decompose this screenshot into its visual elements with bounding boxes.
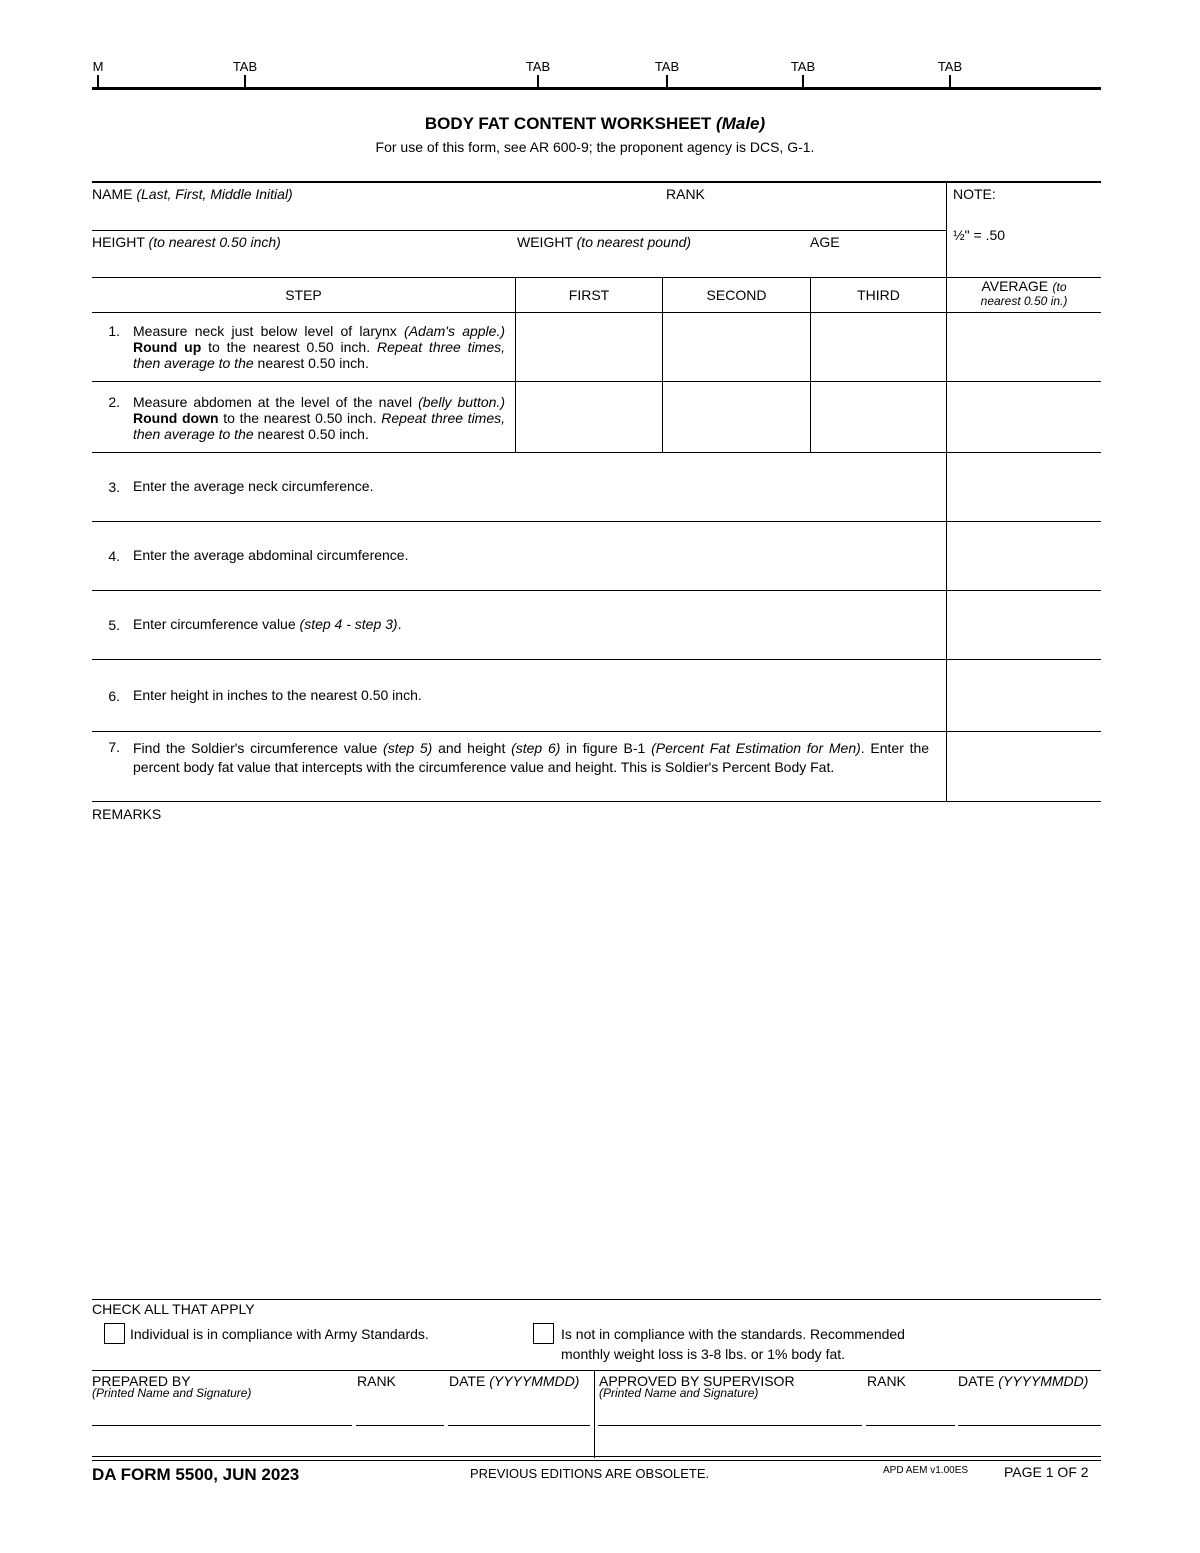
non-compliance-checkbox[interactable]: [533, 1323, 554, 1344]
step-number: 5.: [108, 617, 120, 633]
note-label: NOTE:: [953, 186, 996, 202]
step-1-first-input[interactable]: [517, 314, 661, 380]
step-2-average-input[interactable]: [948, 383, 1100, 450]
ruler-line: [92, 87, 1101, 90]
col-divider: [662, 278, 663, 452]
tab-marker: TAB: [525, 59, 551, 74]
step-1-instructions: Measure neck just below level of larynx (Adam's apple.) Round up to the nearest 0.50 inch. Repeat three times, then average to the nearest 0.50 inch.: [133, 323, 506, 371]
height-field-label: HEIGHT (to nearest 0.50 inch): [92, 234, 281, 250]
row-divider: [92, 521, 1101, 522]
name-field-label: NAME (Last, First, Middle Initial): [92, 186, 293, 202]
step-number: 4.: [108, 548, 120, 564]
step-2-instructions: Measure abdomen at the level of the navel (belly button.) Round down to the nearest 0.50 inch. Repeat three times, then average to the nearest 0.50 inch.: [133, 394, 506, 442]
row-divider: [92, 731, 1101, 732]
approved-by-label: APPROVED BY SUPERVISOR: [599, 1373, 795, 1389]
step-3-value-input[interactable]: [948, 454, 1100, 520]
tab-marker: TAB: [937, 59, 963, 74]
signature-underline: [866, 1425, 955, 1426]
section-rule: [92, 181, 1101, 183]
approved-by-signature-input[interactable]: [598, 1402, 862, 1424]
weight-field-label: WEIGHT (to nearest pound): [517, 234, 692, 250]
step-3-instructions: Enter the average neck circumference.: [133, 478, 374, 494]
approved-rank-label: RANK: [867, 1373, 906, 1389]
col-header-second: SECOND: [706, 287, 767, 303]
approved-date-label: DATE (YYYYMMDD): [958, 1373, 1089, 1389]
rank-input[interactable]: [666, 205, 936, 229]
weight-input[interactable]: [517, 252, 797, 276]
tab-marker: TAB: [232, 59, 258, 74]
prepared-date-label: DATE (YYYYMMDD): [449, 1373, 580, 1389]
approved-date-input[interactable]: [958, 1402, 1100, 1424]
approved-by-hint: (Printed Name and Signature): [599, 1386, 759, 1400]
step-number: 2.: [108, 394, 120, 410]
step-2-second-input[interactable]: [664, 383, 809, 450]
non-compliance-option-label-line1: Is not in compliance with the standards. Recommended: [561, 1326, 905, 1342]
signature-underline: [92, 1425, 352, 1426]
step-number: 6.: [108, 688, 120, 704]
table-top-rule: [92, 277, 1101, 278]
age-input[interactable]: [810, 252, 940, 276]
footer-rule: [92, 1456, 1101, 1457]
step-4-value-input[interactable]: [948, 523, 1100, 589]
row-divider: [92, 452, 1101, 453]
col-header-third: THIRD: [857, 287, 900, 303]
page-title: [0, 114, 1190, 134]
step-1-third-input[interactable]: [812, 314, 945, 380]
signature-divider: [594, 1371, 595, 1458]
step-number: 3.: [108, 479, 120, 495]
obsolete-notice: PREVIOUS EDITIONS ARE OBSOLETE.: [470, 1466, 710, 1481]
step-7-instructions: Find the Soldier's circumference value (step 5) and height (step 6) in figure B-1 (Percent Fat Estimation for Men). Enter the percent body fat value that intercepts with the circumference value and height. This is Soldier's Percent Body Fat.: [133, 740, 930, 775]
section-rule: [92, 1370, 1101, 1371]
page-number: PAGE 1 OF 2: [1004, 1464, 1089, 1480]
non-compliance-option-label-line2: monthly weight loss is 3-8 lbs. or 1% body fat.: [561, 1346, 846, 1362]
row-divider: [92, 230, 946, 231]
step-1-average-input[interactable]: [948, 314, 1100, 380]
footer-rule: [92, 1460, 1101, 1461]
form-id: DA FORM 5500, JUN 2023: [92, 1465, 300, 1484]
col-divider: [515, 278, 516, 452]
tab-marker: TAB: [654, 59, 680, 74]
prepared-rank-input[interactable]: [356, 1402, 444, 1424]
row-divider: [92, 590, 1101, 591]
row-divider: [92, 381, 1101, 382]
form-title: BODY FAT CONTENT WORKSHEET: [424, 114, 712, 133]
col-header-first: FIRST: [568, 287, 610, 303]
col-header-average: AVERAGE (to nearest 0.50 in.): [980, 278, 1068, 308]
version-label: APD AEM v1.00ES: [883, 1465, 969, 1476]
height-input[interactable]: [92, 252, 502, 276]
prepared-rank-label: RANK: [357, 1373, 396, 1389]
step-7-value-input[interactable]: [948, 733, 1100, 799]
approved-rank-input[interactable]: [866, 1402, 954, 1424]
row-divider: [92, 659, 1101, 660]
step-2-third-input[interactable]: [812, 383, 945, 450]
remarks-label: REMARKS: [92, 806, 162, 822]
signature-underline: [356, 1425, 444, 1426]
section-rule: [92, 1299, 1101, 1300]
table-bottom-rule: [92, 801, 1101, 802]
step-1-second-input[interactable]: [664, 314, 809, 380]
col-divider: [810, 278, 811, 452]
prepared-by-hint: (Printed Name and Signature): [92, 1386, 252, 1400]
step-5-value-input[interactable]: [948, 592, 1100, 658]
col-header-step: STEP: [285, 287, 322, 303]
step-6-instructions: Enter height in inches to the nearest 0.50 inch.: [133, 687, 422, 703]
check-section-label: CHECK ALL THAT APPLY: [92, 1301, 255, 1317]
note-value: ½" = .50: [953, 227, 1006, 243]
compliance-checkbox[interactable]: [104, 1323, 125, 1344]
prepared-by-label: PREPARED BY: [92, 1373, 191, 1389]
rank-field-label: RANK: [666, 186, 705, 202]
step-2-first-input[interactable]: [517, 383, 661, 450]
col-divider-average: [946, 278, 947, 801]
tab-marker: TAB: [790, 59, 816, 74]
step-6-value-input[interactable]: [948, 661, 1100, 730]
step-4-instructions: Enter the average abdominal circumference.: [133, 547, 409, 563]
signature-underline: [448, 1425, 590, 1426]
form-subtitle: For use of this form, see AR 600-9; the proponent agency is DCS, G-1.: [375, 139, 815, 155]
signature-underline: [958, 1425, 1101, 1426]
header-bottom-rule: [92, 312, 1101, 313]
signature-underline: [598, 1425, 862, 1426]
form-title-gender: (Male): [716, 114, 766, 133]
remarks-textarea[interactable]: [92, 826, 1100, 1296]
prepared-date-input[interactable]: [449, 1402, 589, 1424]
step-number: 7.: [108, 739, 120, 755]
prepared-by-signature-input[interactable]: [92, 1402, 352, 1424]
step-5-instructions: Enter circumference value (step 4 - step 3).: [133, 616, 402, 632]
margin-marker: M: [92, 59, 104, 74]
step-number: 1.: [108, 323, 120, 339]
compliance-option-label: Individual is in compliance with Army Standards.: [130, 1326, 429, 1342]
age-field-label: AGE: [810, 234, 840, 250]
